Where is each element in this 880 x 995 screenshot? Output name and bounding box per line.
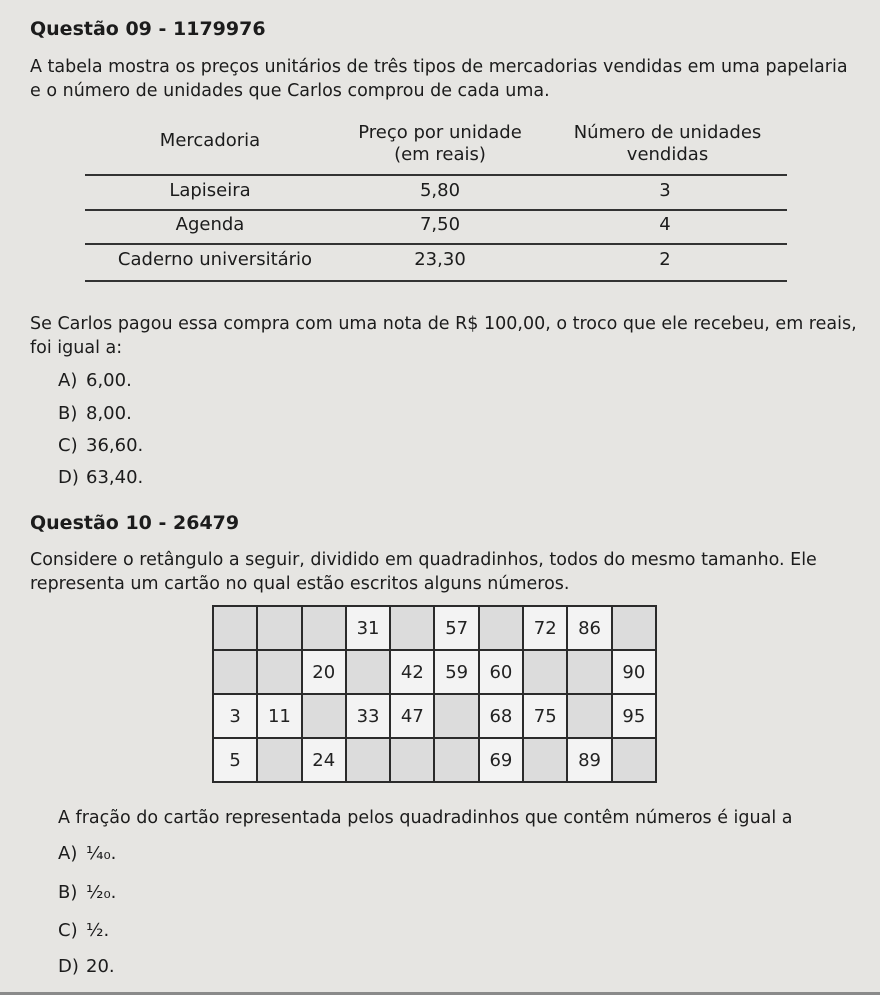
grid-cell-empty [258, 651, 300, 693]
question-9-prompt: Se Carlos pagou essa compra com uma nota de R$ 100,00, o troco que ele recebeu, em reais, foi igual a: [30, 314, 857, 358]
table-cell: Lapiseira [169, 180, 251, 201]
grid-cell-number: 59 [435, 651, 477, 693]
grid-cell-number: 86 [568, 607, 610, 649]
table-header-unidades: Número de unidades vendidas [573, 122, 762, 165]
grid-cell-number: 89 [568, 739, 610, 781]
grid-cell-number: 68 [480, 695, 522, 737]
table-divider [85, 209, 787, 211]
grid-cell-number: 47 [391, 695, 433, 737]
grid-cell-number: 60 [480, 651, 522, 693]
question-10-option-c[interactable] [58, 920, 109, 941]
question-9-option-b[interactable] [58, 403, 132, 424]
option-letter: D) [58, 956, 79, 977]
table-cell: 2 [659, 249, 671, 270]
option-letter: C) [58, 435, 78, 456]
question-10-prompt: A fração do cartão representada pelos quadradinhos que contêm números é igual a [58, 808, 793, 828]
grid-cell-empty [347, 651, 389, 693]
grid-cell-number: 42 [391, 651, 433, 693]
option-text: ½. [86, 920, 110, 941]
grid-cell-empty [303, 607, 345, 649]
grid-cell-empty [435, 695, 477, 737]
question-9-option-d[interactable] [58, 467, 143, 488]
question-9-title: Questão 09 - 1179976 [30, 18, 266, 40]
grid-cell-number: 3 [214, 695, 256, 737]
question-10-title: Questão 10 - 26479 [30, 512, 240, 534]
grid-cell-number: 72 [524, 607, 566, 649]
question-9-option-a[interactable] [58, 370, 132, 391]
grid-cell-empty [568, 695, 610, 737]
question-10-option-d[interactable] [58, 956, 115, 977]
table-cell: 4 [659, 214, 671, 235]
grid-cell-empty [391, 739, 433, 781]
option-letter: B) [58, 403, 78, 424]
grid-cell-number: 33 [347, 695, 389, 737]
grid-cell-empty [347, 739, 389, 781]
option-text: 8,00. [86, 403, 132, 424]
grid-cell-empty [391, 607, 433, 649]
grid-cell-number: 69 [480, 739, 522, 781]
option-text: 20. [86, 956, 115, 977]
table-cell: 5,80 [419, 180, 461, 201]
table-cell: Caderno universitário [117, 249, 313, 270]
question-9-option-c[interactable] [58, 435, 143, 456]
grid-cell-empty [303, 695, 345, 737]
table-cell: Agenda [175, 214, 245, 235]
grid-cell-empty [258, 607, 300, 649]
grid-cell-number: 5 [214, 739, 256, 781]
option-text: 63,40. [86, 467, 144, 488]
table-divider [85, 243, 787, 245]
option-letter: A) [58, 370, 78, 391]
grid-cell-empty [613, 607, 655, 649]
question-10-intro: Considere o retângulo a seguir, dividido em quadradinhos, todos do mesmo tamanho. Ele representa um cartão no qual estão escritos alguns números. [30, 550, 817, 594]
question-10-option-a[interactable] [58, 843, 116, 864]
option-letter: D) [58, 467, 79, 488]
grid-cell-empty [258, 739, 300, 781]
grid-cell-empty [613, 739, 655, 781]
grid-cell-empty [480, 607, 522, 649]
option-letter: A) [58, 843, 78, 864]
number-card-grid [212, 605, 657, 783]
grid-cell-number: 31 [347, 607, 389, 649]
grid-cell-empty [524, 651, 566, 693]
option-text: ¹⁄₄₀. [86, 843, 117, 864]
option-text: 36,60. [86, 435, 144, 456]
option-text: 6,00. [86, 370, 132, 391]
table-divider [85, 174, 787, 176]
question-9-intro: A tabela mostra os preços unitários de três tipos de mercadorias vendidas em uma papelaria e o número de unidades que Carlos comprou de cada uma. [30, 57, 848, 101]
table-header-mercadoria: Mercadoria [159, 130, 261, 151]
grid-cell-number: 11 [258, 695, 300, 737]
grid-cell-empty [524, 739, 566, 781]
table-divider [85, 280, 787, 282]
grid-cell-number: 20 [303, 651, 345, 693]
table-cell: 3 [659, 180, 671, 201]
option-letter: B) [58, 882, 78, 903]
grid-cell-empty [435, 739, 477, 781]
grid-cell-empty [568, 651, 610, 693]
grid-cell-number: 24 [303, 739, 345, 781]
grid-cell-empty [214, 651, 256, 693]
question-10-option-b[interactable] [58, 882, 116, 903]
grid-cell-number: 90 [613, 651, 655, 693]
option-text: ¹⁄₂₀. [86, 882, 117, 903]
option-letter: C) [58, 920, 78, 941]
grid-cell-number: 57 [435, 607, 477, 649]
grid-cell-empty [214, 607, 256, 649]
table-cell: 7,50 [419, 214, 461, 235]
table-header-preco: Preço por unidade (em reais) [358, 122, 522, 165]
grid-cell-number: 75 [524, 695, 566, 737]
table-cell: 23,30 [414, 249, 466, 270]
grid-cell-number: 95 [613, 695, 655, 737]
